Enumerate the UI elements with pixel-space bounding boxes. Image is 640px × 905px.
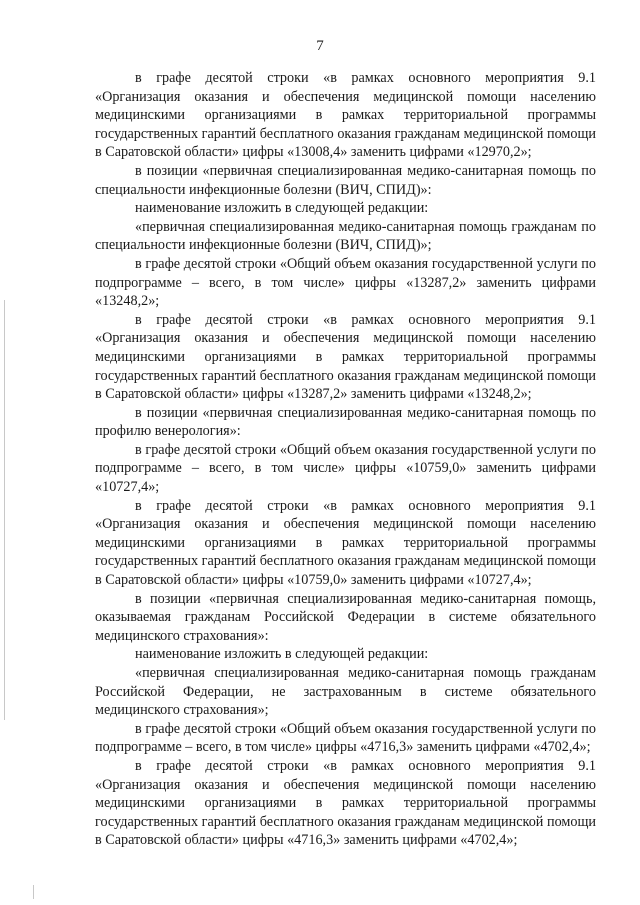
scan-edge-mark [33, 885, 34, 899]
paragraph: в графе десятой строки «Общий объем оказания государственной услуги по подпрограмме – всего, в том числе» цифры «10759,0» заменить цифрами «10727,4»; [95, 441, 596, 496]
document-body [95, 69, 596, 850]
paragraph: в графе десятой строки «в рамках основного мероприятия 9.1 «Организация оказания и обеспечения медицинской помощи населению медицинскими организациями в рамках территориальной программы государственных гарантий бесплатного оказания гражданам медицинской помощи в Саратовской области» цифры «13287,2» заменить цифрами «13248,2»; [95, 311, 596, 403]
paragraph: в графе десятой строки «в рамках основного мероприятия 9.1 «Организация оказания и обеспечения медицинской помощи населению медицинскими организациями в рамках территориальной программы государственных гарантий бесплатного оказания гражданам медицинской помощи в Саратовской области» цифры «13008,4» заменить цифрами «12970,2»; [95, 70, 596, 161]
paragraph: в графе десятой строки «в рамках основного мероприятия 9.1 «Организация оказания и обеспечения медицинской помощи населению медицинскими организациями в рамках территориальной программы государственных гарантий бесплатного оказания гражданам медицинской помощи в Саратовской области» цифры «10759,0» заменить цифрами «10727,4»; [95, 497, 596, 589]
paragraph: в позиции «первичная специализированная медико-санитарная помощь, оказываемая гражданам Российской Федерации в системе обязательного медицинского страхования»: [95, 590, 596, 644]
paragraph: в графе десятой строки «Общий объем оказания государственной услуги по подпрограмме – всего, в том числе» цифры «4716,3» заменить цифрами «4702,4»; [95, 720, 596, 756]
paragraph: в позиции «первичная специализированная медико-санитарная помощь по специальности инфекционные болезни (ВИЧ, СПИД)»: [95, 162, 596, 198]
paragraph: «первичная специализированная медико-санитарная помощь гражданам Российской Федерации, не застрахованным в системе обязательного медицинского страхования»; [95, 665, 596, 719]
paragraph: наименование изложить в следующей редакции: [135, 646, 429, 663]
scan-edge-mark [4, 300, 5, 720]
paragraph: в графе десятой строки «в рамках основного мероприятия 9.1 «Организация оказания и обеспечения медицинской помощи населению медицинскими организациями в рамках территориальной программы государственных гарантий бесплатного оказания гражданам медицинской помощи в Саратовской области» цифры «4716,3» заменить цифрами «4702,4»; [95, 757, 596, 849]
paragraph: «первичная специализированная медико-санитарная помощь гражданам по специальности инфекционные болезни (ВИЧ, СПИД)»; [95, 218, 596, 254]
paragraph: в позиции «первичная специализированная медико-санитарная помощь по профилю венерология»: [95, 404, 596, 440]
paragraph: наименование изложить в следующей редакции: [135, 200, 429, 217]
paragraph: в графе десятой строки «Общий объем оказания государственной услуги по подпрограмме – всего, в том числе» цифры «13287,2» заменить цифрами «13248,2»; [95, 255, 596, 310]
page-number: 7 [316, 38, 324, 54]
